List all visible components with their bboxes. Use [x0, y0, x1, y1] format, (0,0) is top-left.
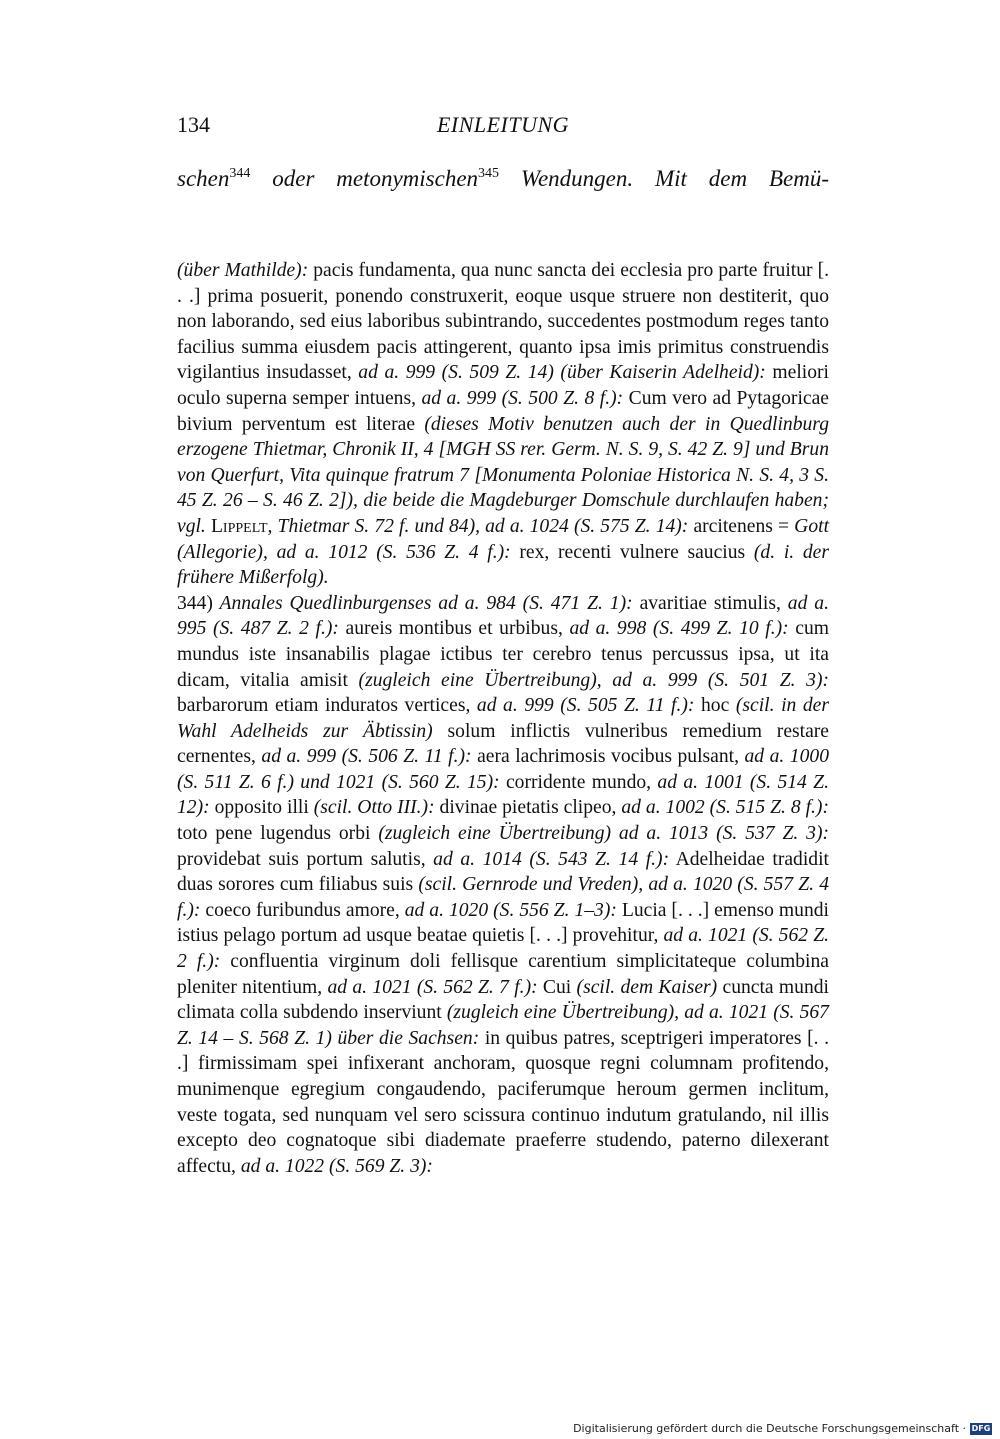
- note-ref: Gott (Allegorie), ad a. 1012 (S. 536 Z. 4 f.):: [177, 515, 830, 563]
- note-text: Cum vero ad Pytagoricae bivium perventum est literae: [177, 387, 829, 435]
- note-ref: ad a. 999 (S. 506 Z. 11 f.):: [261, 746, 472, 768]
- note-ref: (scil. in der Wahl Adelheids zur Äbtissin): [177, 695, 829, 742]
- note-text: divinae pietatis clipeo,: [434, 797, 622, 819]
- note-ref: ad a. 998 (S. 499 Z. 10 f.):: [569, 618, 789, 640]
- note-ref: ad a. 999 (S. 500 Z. 8 f.):: [421, 387, 624, 409]
- footer-credit: Digitalisierung gefördert durch die Deutsche Forschungsgemeinschaft ·: [573, 1422, 966, 1435]
- footnote-343-continuation: [177, 258, 829, 591]
- page-number: 134: [177, 112, 210, 137]
- dfg-logo-icon: DFG: [971, 1423, 991, 1433]
- note-text: meliori oculo superna semper intuens,: [177, 362, 829, 409]
- note-ref: (zugleich eine Übertreibung), ad a. 1021 (S. 567 Z. 14 – S. 568 Z. 1) über die Sachsen:: [177, 1002, 829, 1049]
- note-text: toto pene lugendus orbi: [177, 823, 379, 845]
- note-text: corridente mundo,: [499, 771, 658, 793]
- footnote-ref[interactable]: 345: [478, 166, 500, 181]
- note-text: Cui: [537, 976, 577, 998]
- note-ref: (zugleich eine Übertreibung), ad a. 999 (S. 501 Z. 3):: [358, 669, 830, 691]
- note-text: aureis montibus et urbibus,: [338, 618, 570, 640]
- note-ref: (scil. dem Kaiser): [576, 976, 718, 998]
- note-ref: (d. i. der frühere Mißerfolg).: [177, 541, 829, 589]
- note-ref: ad a. 999 (S. 509 Z. 14) (über Kaiserin Adelheid):: [358, 362, 766, 384]
- note-ref: (dieses Motiv benutzen auch der in Quedlinburg erzogene Thietmar, Chronik II, 4 [MGH SS rer. Germ. N. S. 9, S. 42 Z. 9] und Brun von Querfurt, Vita quinque fratrum 7 [Monumenta Poloniae Historica N. S. 4, 3 S. 45 Z. 26 – S. 46 Z. 2]), die beide die Magdeburger Domschule durchlaufen haben; vgl.: [177, 413, 829, 537]
- note-ref: ad a. 1001 (S. 514 Z. 12):: [177, 771, 829, 819]
- note-text: rex, recenti vulnere saucius: [510, 541, 754, 563]
- note-ref: ad a. 1021 (S. 562 Z. 2 f.):: [177, 925, 829, 973]
- note-text: opposito illi: [209, 797, 314, 819]
- note-text: providebat suis portum salutis,: [177, 848, 434, 870]
- note-text: hoc: [694, 695, 736, 717]
- note-text: coeco furibundus amore,: [200, 899, 405, 921]
- footer: [573, 1422, 992, 1435]
- running-title: EINLEITUNG: [436, 112, 570, 137]
- body-word: oder metonymischen: [250, 166, 479, 191]
- note-text: cum mundus iste insanabilis plagae ictibus ter cerebro tenus percussus ipsa, ut ita dicam, vitalia amisit: [177, 618, 829, 691]
- body-word: Wendungen. Mit dem Bemü-: [499, 166, 829, 191]
- note-text: arcitenens: [688, 515, 778, 537]
- note-ref: ad a. 999 (S. 505 Z. 11 f.):: [476, 695, 695, 717]
- note-ref: (zugleich eine Übertreibung) ad a. 1013 (S. 537 Z. 3):: [378, 823, 830, 845]
- note-ref: (über Mathilde):: [177, 260, 309, 281]
- note-text: in quibus patres, sceptrigeri imperatores [. . .] firmissimam spei infixerant anchoram, quosque regni columnam profitendo, munimenque egregium congaudendo, paciferumque heroum germen inclitum, veste togata, sed nunquam vel sero scissura continuo indutum gratulando, nil illis excepto deo cognatoque sibi diademate praeferre studendo, paterno dilexerant affectu,: [177, 1027, 829, 1177]
- footnote-ref[interactable]: 344: [229, 166, 251, 181]
- note-ref: ad a. 1021 (S. 562 Z. 7 f.):: [327, 976, 538, 998]
- note-text: Adelheidae tradidit duas sorores cum filiabus suis: [177, 848, 829, 896]
- note-text: avaritiae stimulis,: [632, 592, 788, 614]
- note-text: aera lachrimosis vocibus pulsant,: [471, 746, 745, 768]
- footnotes: [177, 258, 829, 1179]
- author-name: Lippelt: [210, 515, 268, 537]
- note-text: solum inflictis vulneribus remedium restare cernentes,: [177, 720, 830, 768]
- note-text: confluentia virginum doli fellisque carentium simplicitateque columbina pleniter nitentium,: [177, 951, 829, 998]
- body-word: schen: [177, 166, 230, 191]
- note-text: barbarorum etiam induratos vertices,: [177, 695, 477, 717]
- equals-sign: =: [778, 515, 790, 537]
- note-ref: (scil. Gernrode und Vreden), ad a. 1020 (S. 557 Z. 4 f.):: [177, 874, 829, 921]
- note-ref: ad a. 1014 (S. 543 Z. 14 f.):: [433, 848, 670, 870]
- body-text: [177, 166, 829, 192]
- note-text: pacis fundamenta, qua nunc sancta dei ecclesia pro parte fruitur [. . .] prima posuerit, ponendo construxerit, eoque usque struere non destiterit, quo non laborando, sed eius laboribus subintrando, succedentes postmodum reges tanto facilius summa eiusdem pacis attingerent, quanto ipsa imis primitus construendis vigilantius insudasset,: [177, 260, 829, 384]
- note-ref: , Thietmar S. 72 f. und 84), ad a. 1024 (S. 575 Z. 14):: [267, 515, 689, 537]
- note-ref: ad a. 1000 (S. 511 Z. 6 f.) und 1021 (S. 560 Z. 15):: [177, 746, 829, 793]
- note-ref: Annales Quedlinburgenses ad a. 984 (S. 471 Z. 1):: [212, 592, 633, 614]
- note-ref: ad a. 1022 (S. 569 Z. 3):: [240, 1155, 433, 1177]
- note-text: Lucia [. . .] emenso mundi istius pelago portum ad usque beatae quietis [. . .] provehitur,: [177, 899, 829, 947]
- note-text: cuncta mundi climata colla subdendo inserviunt: [177, 976, 830, 1024]
- footnote-344: [177, 591, 829, 1180]
- footnote-number: 344): [177, 592, 213, 614]
- note-ref: ad a. 1002 (S. 515 Z. 8 f.):: [621, 797, 829, 819]
- note-ref: ad a. 995 (S. 487 Z. 2 f.):: [177, 592, 829, 640]
- note-ref: (scil. Otto III.):: [313, 797, 435, 819]
- note-ref: ad a. 1020 (S. 556 Z. 1–3):: [404, 899, 617, 921]
- running-head: [177, 112, 829, 144]
